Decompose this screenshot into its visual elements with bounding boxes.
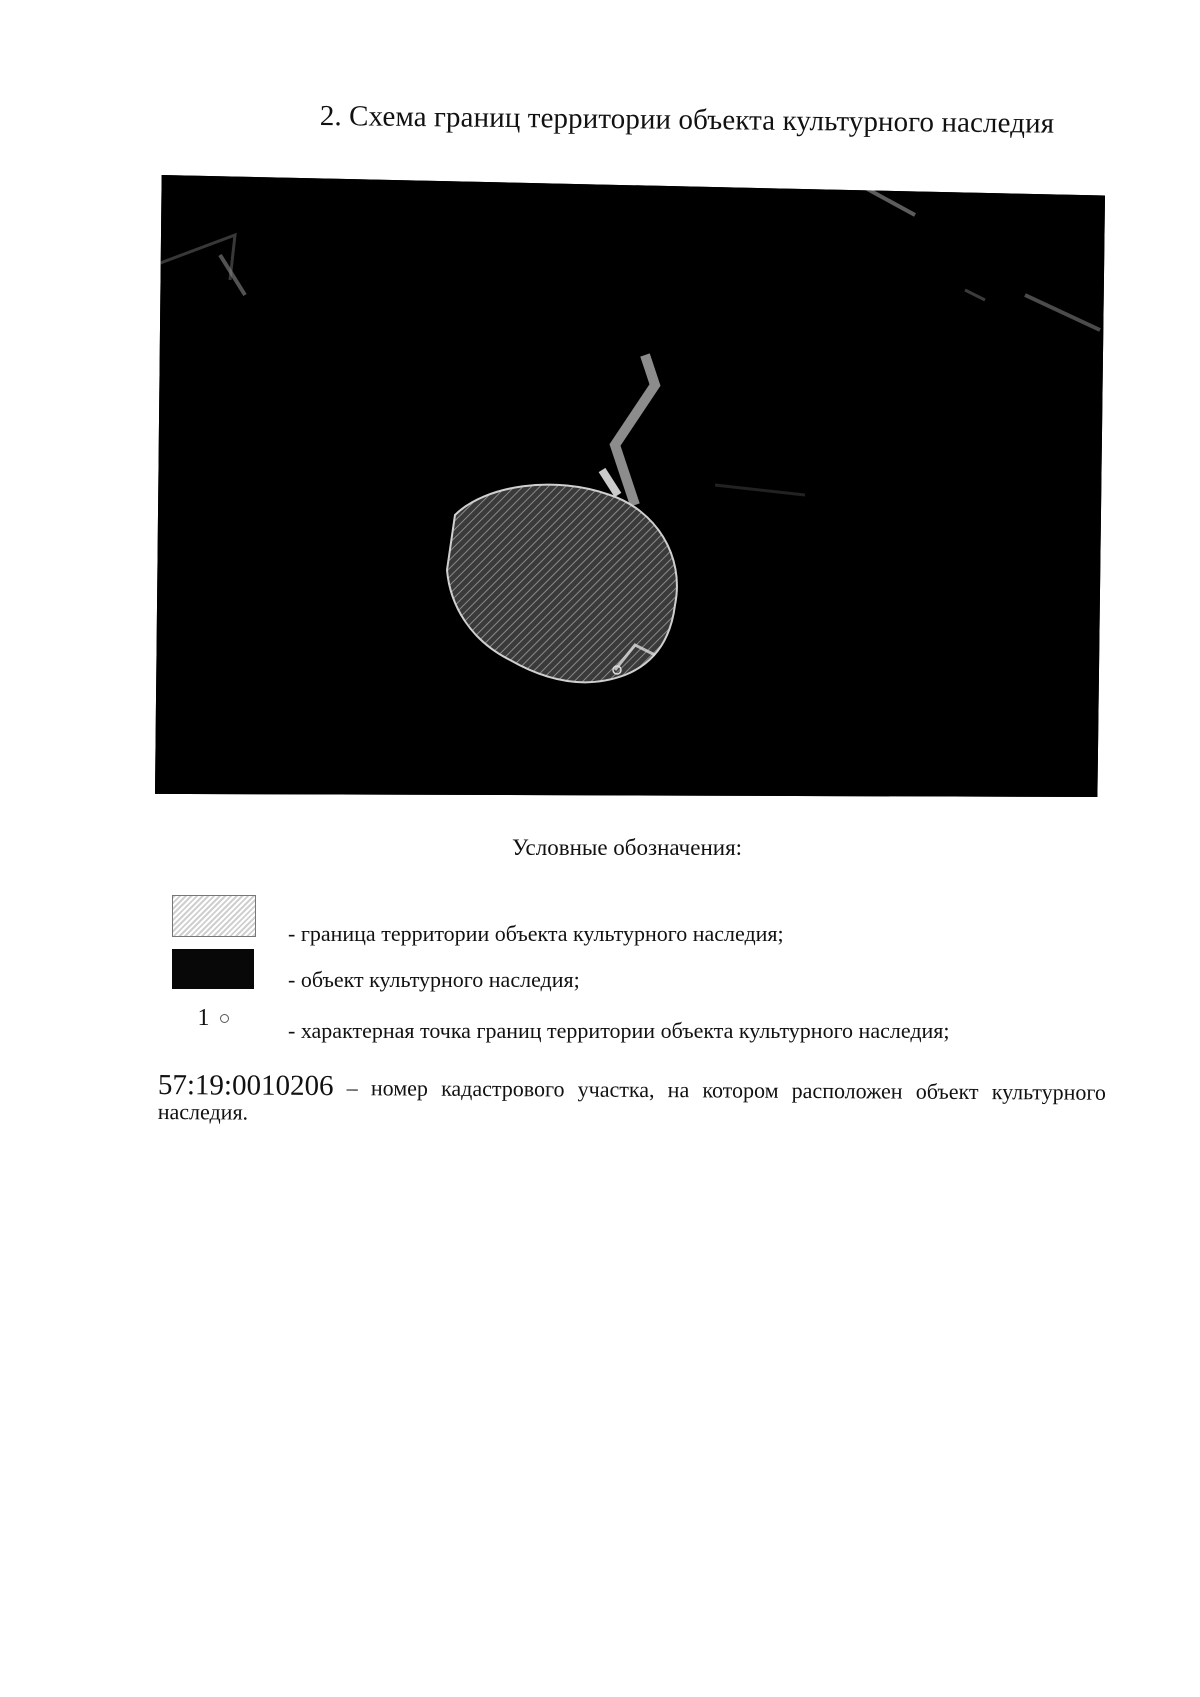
- legend-item-label: - характерная точка границ территории объекта культурного наследия;: [288, 1018, 950, 1043]
- point-number: 1: [197, 1004, 210, 1031]
- legend-item-label: - граница территории объекта культурного наследия;: [288, 921, 784, 946]
- circle-icon: [220, 1014, 229, 1023]
- legend-title: Условные обозначения:: [512, 835, 743, 860]
- boundary-scheme-map: [155, 175, 1105, 797]
- legend-item-territory-boundary: [172, 895, 1072, 946]
- cadastral-note: [157, 1069, 1106, 1130]
- cadastral-description: – номер кадастрового участка, на котором расположен объект культурного наследия.: [157, 1075, 1106, 1125]
- page-title: 2. Схема границ территории объекта культурного наследия: [319, 100, 1055, 140]
- cadastral-number: 57:19:0010206: [157, 1069, 334, 1103]
- satellite-map-image: [155, 175, 1105, 797]
- legend-item-label: - объект культурного наследия;: [288, 967, 580, 992]
- black-fill-icon: [172, 949, 254, 989]
- legend-item-characteristic-point: [172, 1004, 1072, 1050]
- numbered-point-icon: [172, 1004, 254, 1044]
- legend-item-heritage-object: [172, 949, 1072, 991]
- hatched-area-icon: [172, 895, 256, 937]
